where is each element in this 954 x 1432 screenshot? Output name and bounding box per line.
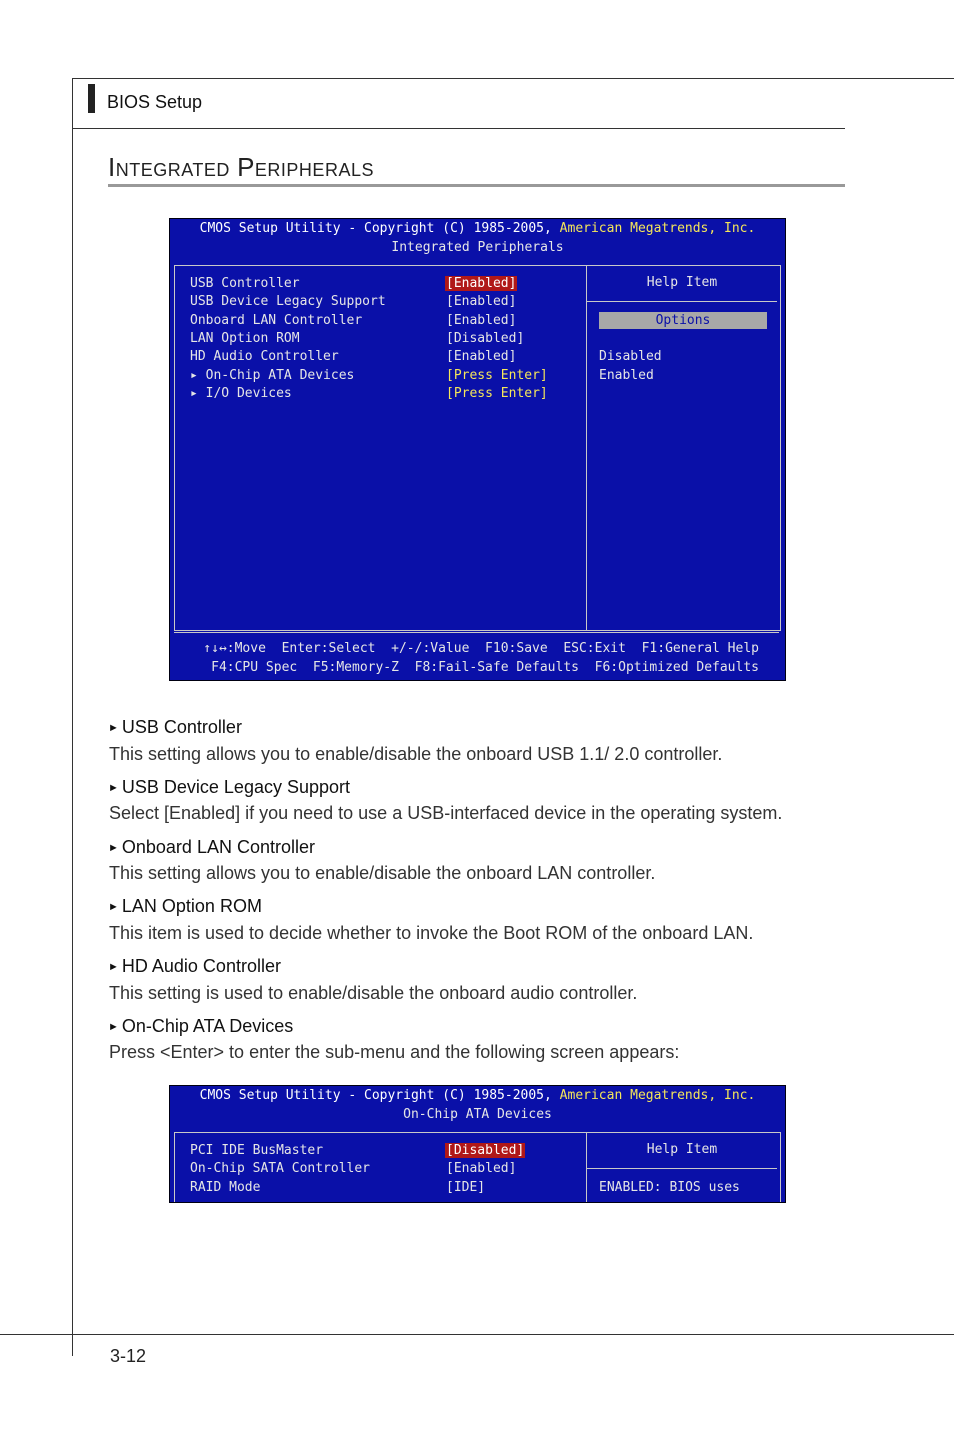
bios-screen-integrated-peripherals (169, 218, 786, 681)
bios-help-panel (586, 1133, 777, 1203)
row-value[interactable]: [Enabled] (446, 349, 517, 364)
help-text: ENABLED: BIOS uses (599, 1180, 740, 1195)
section-heading-text: LAN Option ROM (121, 896, 262, 916)
section-text: Select [Enabled] if you need to use a USB-interfaced device in the operating system. (109, 803, 783, 823)
bios-body (174, 265, 781, 631)
row-value[interactable]: [Enabled] (446, 294, 517, 309)
bios-screen-onchip-ata (169, 1085, 786, 1203)
triangle-bullet-icon: ► (108, 842, 119, 854)
bios-row-onchip-ata[interactable] (190, 368, 580, 386)
row-label: LAN Option ROM (190, 331, 300, 346)
row-label: HD Audio Controller (190, 349, 339, 364)
row-label: USB Device Legacy Support (190, 294, 386, 309)
bios-screen-title: On-Chip ATA Devices (403, 1107, 552, 1122)
options-label: Options (599, 312, 767, 329)
bios-header (170, 219, 785, 257)
section-heading (108, 837, 315, 858)
row-value[interactable]: [Disabled] (446, 1143, 525, 1158)
section-text: This setting allows you to enable/disable the onboard LAN controller. (109, 863, 656, 883)
page-number: 3-12 (110, 1346, 147, 1366)
row-label: ▸ I/O Devices (190, 386, 292, 401)
bios-copyright-b: American Megatrends, Inc. (559, 221, 756, 236)
section-heading (108, 956, 281, 977)
bios-copyright (170, 221, 785, 236)
running-header: BIOS Setup (107, 92, 203, 112)
triangle-bullet-icon: ► (108, 782, 119, 794)
row-value[interactable]: [IDE] (446, 1180, 486, 1195)
bios-copyright-a: CMOS Setup Utility - Copyright (C) 1985-2005, (199, 1088, 552, 1103)
section-heading-text: USB Controller (121, 717, 242, 737)
title-rest-2: ERIPHERALS (254, 160, 374, 180)
bios-row-usb-legacy[interactable] (190, 294, 580, 312)
row-label: RAID Mode (190, 1180, 261, 1195)
bios-row-onboard-lan[interactable] (190, 313, 580, 331)
bios-row-lan-option-rom[interactable] (190, 331, 580, 349)
section-text: This setting allows you to enable/disable the onboard USB 1.1/ 2.0 controller. (109, 744, 723, 764)
option-disabled[interactable]: Disabled (599, 349, 662, 364)
header-marker (88, 84, 95, 113)
row-label: Onboard LAN Controller (190, 313, 363, 328)
section-heading-text: Onboard LAN Controller (121, 837, 315, 857)
bios-body (174, 1132, 781, 1203)
title-rest-1: NTEGRATED (115, 160, 230, 180)
key-legend-line-1: ↑↓↔:Move Enter:Select +/-/:Value F10:Save ESC:Exit F1:General Help (203, 641, 759, 656)
title-cap-2: P (237, 152, 255, 182)
top-rule (72, 78, 954, 79)
page-title (108, 152, 374, 183)
bios-row-hd-audio[interactable] (190, 349, 580, 367)
row-value[interactable]: [Enabled] (446, 313, 517, 328)
bios-help-panel (586, 266, 777, 630)
row-value[interactable]: [Press Enter] (446, 386, 548, 401)
header-rule (72, 128, 845, 129)
left-margin-rule (72, 78, 73, 1356)
help-item-title: Help Item (587, 266, 777, 302)
section-heading-text: HD Audio Controller (121, 956, 281, 976)
bios-row-io-devices[interactable] (190, 386, 580, 404)
section-heading-text: USB Device Legacy Support (121, 777, 351, 797)
section-text: This setting is used to enable/disable the onboard audio controller. (109, 983, 638, 1003)
section-text: Press <Enter> to enter the sub-menu and the following screen appears: (109, 1042, 680, 1062)
section-heading (108, 717, 242, 738)
row-label: On-Chip SATA Controller (190, 1161, 371, 1176)
triangle-bullet-icon: ► (108, 961, 119, 973)
triangle-bullet-icon: ► (108, 722, 119, 734)
key-legend-line-2: F4:CPU Spec F5:Memory-Z F8:Fail-Safe Defaults F6:Optimized Defaults (211, 660, 759, 675)
bios-row-pci-ide-busmaster[interactable] (190, 1143, 580, 1161)
title-underline (108, 184, 845, 187)
row-label: ▸ On-Chip ATA Devices (190, 368, 355, 383)
bios-copyright (170, 1088, 785, 1103)
bios-key-legend (174, 632, 779, 677)
bios-row-raid-mode[interactable] (190, 1180, 580, 1198)
row-value[interactable]: [Disabled] (446, 331, 525, 346)
row-value[interactable]: [Press Enter] (446, 368, 548, 383)
bios-screen-title: Integrated Peripherals (391, 240, 564, 255)
section-heading (108, 777, 350, 798)
bios-copyright-b: American Megatrends, Inc. (559, 1088, 756, 1103)
title-cap-1: I (108, 152, 116, 182)
bios-copyright-a: CMOS Setup Utility - Copyright (C) 1985-2005, (199, 221, 552, 236)
row-value[interactable]: [Enabled] (446, 1161, 517, 1176)
bios-header (170, 1086, 785, 1124)
row-label: USB Controller (190, 276, 300, 291)
section-heading (108, 1016, 293, 1037)
section-heading-text: On-Chip ATA Devices (121, 1016, 294, 1036)
triangle-bullet-icon: ► (108, 901, 119, 913)
section-heading (108, 896, 262, 917)
bios-row-onchip-sata[interactable] (190, 1161, 580, 1179)
triangle-bullet-icon: ► (108, 1021, 119, 1033)
option-enabled[interactable]: Enabled (599, 368, 654, 383)
help-item-title: Help Item (587, 1133, 777, 1169)
section-text: This item is used to decide whether to invoke the Boot ROM of the onboard LAN. (109, 923, 754, 943)
bios-settings-list (175, 266, 586, 630)
bottom-rule (0, 1334, 954, 1335)
row-label: PCI IDE BusMaster (190, 1143, 324, 1158)
bios-row-usb-controller[interactable] (190, 276, 580, 294)
bios-settings-list (175, 1133, 586, 1203)
row-value[interactable]: [Enabled] (446, 276, 517, 291)
